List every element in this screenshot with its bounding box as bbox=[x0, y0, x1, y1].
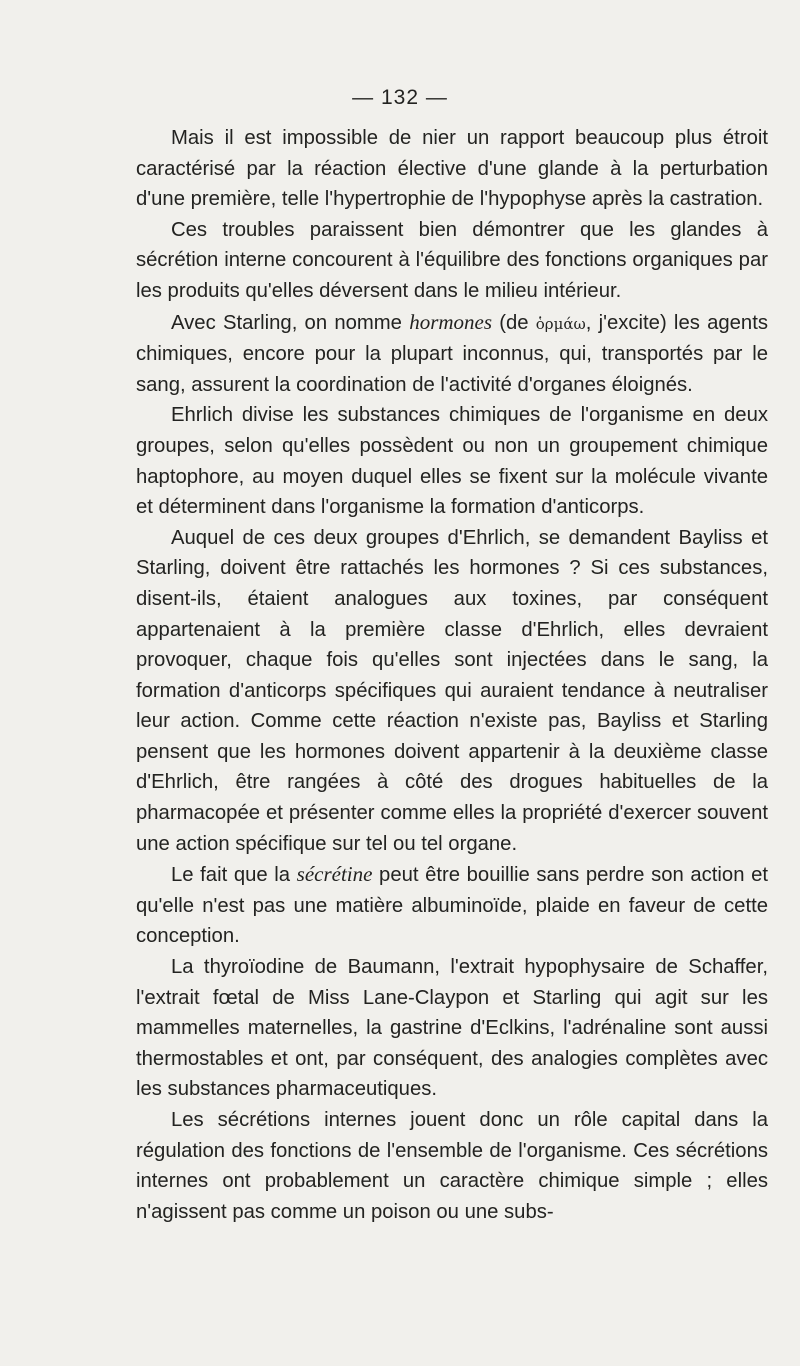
paragraph-internal-secretion: Ces troubles paraissent bien démontrer que les glandes à sécrétion interne concourent à l'équilibre des fonctions organiques par les produits qu'elles déversent dans le milieu intérieur. bbox=[136, 218, 768, 302]
secretine-text-before: Le fait que la bbox=[171, 864, 297, 887]
paragraph-hormones-definition bbox=[136, 307, 768, 401]
paragraph-ehrlich-groups: Ehrlich divise les substances chimiques de l'organisme en deux groupes, selon qu'elles possèdent ou non un groupement chimique haptophore, au moyen duquel elles se fixent sur la molécule vivante et déterminent dans l'organisme la formation d'anticorps. bbox=[136, 404, 768, 519]
paragraph-bayliss-starling: Auquel de ces deux groupes d'Ehrlich, se demandent Bayliss et Starling, doivent être rattachés les hormones ? Si ces substances, disent-ils, étaient analogues aux toxines, par conséquent appartenaient à la première classe d'Ehrlich, elles devraient provoquer, chaque fois qu'elles sont injectées dans le sang, la formation d'anticorps spécifiques qui auraient tendance à neutraliser leur action. Comme cette réaction n'existe pas, Bayliss et Starling pensent que les hormones doivent appartenir à la deuxième classe d'Ehrlich, être rangées à côté des drogues habituelles de la pharmacopée et présenter comme elles la propriété d'exercer souvent une action spécifique sur tel ou tel organe. bbox=[136, 526, 768, 855]
body-text bbox=[136, 123, 768, 1227]
paragraph-castration: Mais il est impossible de nier un rapport beaucoup plus étroit caractérisé par la réaction élective d'une glande à la perturbation d'une première, telle l'hypertrophie de l'hypophyse après la castration. bbox=[136, 127, 768, 211]
hormones-text-middle: (de bbox=[492, 311, 536, 334]
hormones-term: hormones bbox=[409, 309, 493, 334]
greek-etymology: ὁρμάω bbox=[535, 314, 586, 333]
paragraph-secretine bbox=[136, 859, 768, 952]
page-number: — 132 — bbox=[352, 86, 448, 109]
paragraph-thermostable-substances: La thyroïodine de Baumann, l'extrait hypophysaire de Schaffer, l'extrait fœtal de Miss Lane-Claypon et Starling qui agit sur les mammelles maternelles, la gastrine d'Eclkins, l'adrénaline sont aussi thermostables et ont, par conséquent, des analogies complètes avec les substances pharmaceutiques. bbox=[136, 956, 768, 1101]
hormones-text-after: , j'excite) les agents chimiques, encore pour la plupart inconnus, qui, transportés par le sang, assurent la coordination de l'activité d'organes éloignés. bbox=[136, 311, 768, 396]
hormones-text-before: Avec Starling, on nomme bbox=[171, 311, 410, 334]
secretine-term: sécrétine bbox=[296, 862, 373, 887]
paragraph-capital-role: Les sécrétions internes jouent donc un rôle capital dans la régulation des fonctions de l'ensemble de l'organisme. Ces sécrétions internes ont probablement un caractère chimique simple ; elles n'agissent pas comme un poison ou une subs- bbox=[136, 1109, 768, 1223]
secretine-text-after: peut être bouillie sans perdre son action et qu'elle n'est pas une matière albuminoïde, plaide en faveur de cette conception. bbox=[136, 864, 768, 948]
